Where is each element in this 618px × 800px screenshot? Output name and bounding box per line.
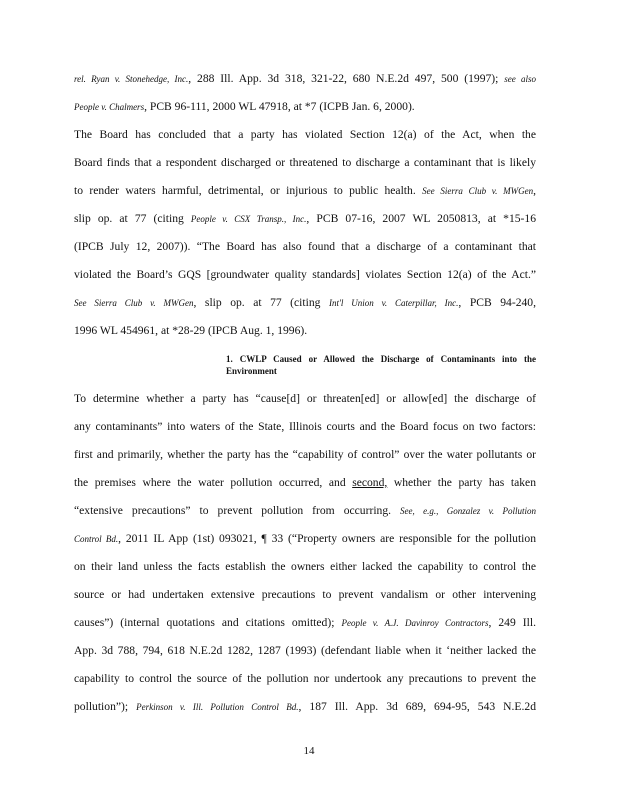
body-text-run: To determine whether a party has “cause[d] or threaten[ed] or allow[ed] the discharge of xyxy=(74,392,536,405)
text-line xyxy=(74,504,536,518)
body-text-run: first and primarily, whether the party has the “capability of control” over the water pollutants or xyxy=(74,448,536,461)
emphasis-text: second, xyxy=(352,476,388,489)
body-text-run: capability to control the source of the pollution nor undertook any precautions to prevent the xyxy=(74,672,536,685)
text-line xyxy=(74,532,536,546)
section-heading-line-1: 1. CWLP Caused or Allowed the Discharge of Contaminants into the xyxy=(226,354,536,364)
case-citation: Control Bd. xyxy=(74,534,119,544)
text-line xyxy=(74,324,536,338)
text-line xyxy=(74,392,536,406)
case-citation: People v. A.J. Davinroy Contractors xyxy=(341,618,489,628)
text-line xyxy=(74,156,536,170)
text-line xyxy=(74,100,536,114)
body-text-run: pollution”); xyxy=(74,700,137,713)
body-text-run: , 2011 IL App (1st) 093021, ¶ 33 (“Property owners are responsible for the pollution xyxy=(118,532,536,545)
body-text-run: violated the Board’s GQS [groundwater quality standards] violates Section 12(a) of the Act.” xyxy=(74,268,536,281)
body-text-run: The Board has concluded that a party has violated Section 12(a) of the Act, when the xyxy=(74,128,536,141)
case-citation: Perkinson v. Ill. Pollution Control Bd. xyxy=(136,702,299,712)
body-text-run: (IPCB July 12, 2007)). “The Board has also found that a discharge of a contaminant that xyxy=(74,240,536,253)
body-text-run: causes”) (internal quotations and citations omitted); xyxy=(74,616,342,629)
text-line xyxy=(74,296,536,310)
body-text-run: , PCB 07-16, 2007 WL 2050813, at *15-16 xyxy=(306,212,536,225)
text-line xyxy=(74,672,536,686)
case-citation: rel. Ryan v. Stonehedge, Inc. xyxy=(74,74,189,84)
body-text-run: 1996 WL 454961, at *28-29 (IPCB Aug. 1, 1996). xyxy=(74,324,308,337)
body-text-run: the premises where the water pollution occurred, and xyxy=(74,476,353,489)
body-text-run: , xyxy=(533,184,537,197)
text-line xyxy=(74,448,536,462)
body-text-run: , 187 Ill. App. 3d 689, 694-95, 543 N.E.2d xyxy=(298,700,537,713)
text-line xyxy=(74,72,536,86)
body-text-run: Board finds that a respondent discharged or threatened to discharge a contaminant that is likely xyxy=(74,156,536,169)
body-text-run: App. 3d 788, 794, 618 N.E.2d 1282, 1287 (1993) (defendant liable when it ‘neither lacked the xyxy=(74,644,536,657)
body-text-run: on their land unless the facts establish the owners either lacked the capability to control the xyxy=(74,560,536,573)
section-heading-line-2: Environment xyxy=(226,366,277,376)
text-line xyxy=(74,184,536,198)
text-line xyxy=(74,700,536,714)
case-citation: Int'l Union v. Caterpillar, Inc. xyxy=(328,298,459,308)
text-line xyxy=(74,268,536,282)
case-citation: see also xyxy=(504,74,536,84)
case-citation: See Sierra Club v. MWGen xyxy=(422,186,534,196)
body-text-run: , PCB 94-240, xyxy=(458,296,536,309)
body-text-run: source or had undertaken extensive precautions to prevent vandalism or other intervening xyxy=(74,588,536,601)
text-line xyxy=(74,240,536,254)
body-text-run: “extensive precautions” to prevent pollution from occurring. xyxy=(74,504,401,517)
body-text-run: , slip op. at 77 (citing xyxy=(193,296,329,309)
page-number: 14 xyxy=(303,745,315,757)
body-text-run: any contaminants” into waters of the State, Illinois courts and the Board focus on two factors: xyxy=(74,420,536,433)
text-line xyxy=(74,420,536,434)
text-line xyxy=(74,128,536,142)
body-text-run: , 249 Ill. xyxy=(488,616,536,629)
body-text-run: whether the party has taken xyxy=(387,476,536,489)
case-citation: People v. Chalmers xyxy=(74,102,145,112)
section-heading xyxy=(226,353,536,377)
text-line xyxy=(74,644,536,658)
text-line xyxy=(74,476,536,490)
body-text-run: to render waters harmful, detrimental, or injurious to public health. xyxy=(74,184,423,197)
text-line xyxy=(74,588,536,602)
body-text-run: , 288 Ill. App. 3d 318, 321-22, 680 N.E.2d 497, 500 (1997); xyxy=(188,72,505,85)
text-line xyxy=(74,560,536,574)
body-text-run: , PCB 96-111, 2000 WL 47918, at *7 (ICPB Jan. 6, 2000). xyxy=(144,100,415,113)
text-line xyxy=(74,212,536,226)
text-line xyxy=(74,616,536,630)
case-citation: People v. CSX Transp., Inc. xyxy=(190,214,307,224)
case-citation: See, e.g., Gonzalez v. Pollution xyxy=(400,506,536,516)
case-citation: See Sierra Club v. MWGen xyxy=(74,298,194,308)
body-text-run: slip op. at 77 (citing xyxy=(74,212,191,225)
